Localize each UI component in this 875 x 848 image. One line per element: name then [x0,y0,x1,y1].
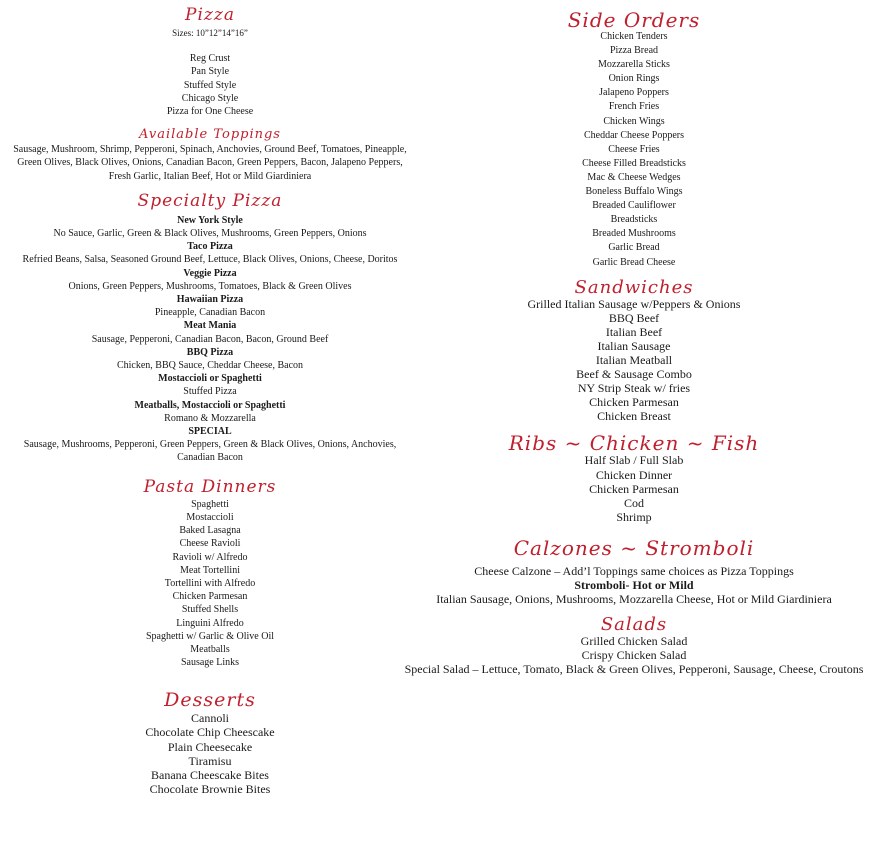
pasta-dinners-heading: Pasta Dinners [143,476,277,497]
ribs-chicken-fish-list [395,453,873,523]
calzones-stromboli-heading: Calzones ~ Stromboli [513,535,755,560]
list-item: Grilled Italian Sausage w/Peppers & Onions [527,296,741,311]
ribs-chicken-fish-heading: Ribs ~ Chicken ~ Fish [508,431,760,456]
list-item: Baked Lasagna [179,525,241,537]
list-item: Linguini Alfredo [176,617,244,629]
list-item: Chicago Style [181,92,239,104]
specialty-name: Meatballs, Mostaccioli or Spaghetti [134,399,286,411]
specialty-desc: Refried Beans, Salsa, Seasoned Ground Beef, Lettuce, Black Olives, Onions, Cheese, Doritos [22,254,398,266]
list-item: Italian Sausage [597,338,671,353]
list-item: Spaghetti [191,498,229,510]
list-item: Chocolate Chip Cheescake [145,725,275,740]
calzone-line: Cheese Calzone – Add’l Toppings same choices as Pizza Toppings [474,563,794,578]
list-item: Meat Tortellini [180,564,240,576]
specialty-name: SPECIAL [188,426,232,438]
specialty-desc: Sausage, Mushrooms, Pepperoni, Green Peppers, Green & Black Olives, Onions, Anchovies, [23,439,397,451]
list-item: Chicken Parmesan [589,481,679,496]
list-item: Boneless Buffalo Wings [585,186,683,198]
list-item: Cheddar Cheese Poppers [584,129,684,141]
specialty-desc: No Sauce, Garlic, Green & Black Olives, Mushrooms, Green Peppers, Onions [53,228,367,240]
list-item: Pizza Bread [609,45,659,57]
specialty-desc: Pineapple, Canadian Bacon [154,307,266,319]
list-item: Spaghetti w/ Garlic & Olive Oil [145,630,275,642]
side-orders-heading: Side Orders [567,8,701,32]
list-item: NY Strip Steak w/ fries [577,381,691,396]
list-item: French Fries [608,101,660,113]
list-item: Grilled Chicken Salad [580,634,688,649]
list-item: Cheese Fries [608,143,660,155]
pizza-heading: Pizza [185,5,235,25]
list-item: Italian Meatball [595,352,673,367]
list-item: Reg Crust [189,53,231,65]
list-item: Chicken Dinner [595,467,673,482]
list-item: Cheese Filled Breadsticks [582,157,686,169]
list-item: Tiramisu [188,753,232,768]
stromboli-line: Italian Sausage, Onions, Mushrooms, Mozzarella Cheese, Hot or Mild Giardiniera [436,592,832,607]
left-column [0,0,420,796]
sandwiches-heading: Sandwiches [574,276,694,298]
sandwiches-list [395,297,873,424]
list-item: Chicken Parmesan [589,395,679,410]
pizza-styles-list [0,52,420,118]
list-item: Sausage Links [180,657,240,669]
specialty-name: Hawaiian Pizza [176,294,244,306]
list-item: Meatballs [190,643,230,655]
specialty-desc: Chicken, BBQ Sauce, Cheddar Cheese, Bacon [116,360,304,372]
specialty-desc: Canadian Bacon [177,452,243,464]
specialty-desc: Romano & Mozzarella [164,412,256,424]
list-item: Mostaccioli [186,511,234,523]
specialty-name: New York Style [177,214,243,226]
list-item: Breaded Mushrooms [592,228,676,240]
pasta-dinners-list [0,498,420,670]
list-item: Chocolate Brownie Bites [149,781,271,796]
toppings-heading: Available Toppings [139,127,281,143]
specialty-desc: Stuffed Pizza [183,386,237,398]
desserts-heading: Desserts [164,689,256,712]
list-item: Banana Cheescake Bites [151,767,269,782]
list-item: Breadsticks [610,214,658,226]
side-orders-list [395,30,873,270]
list-item: Ravioli w/ Alfredo [172,551,248,563]
toppings-list [0,143,420,183]
list-item: Jalapeno Poppers [599,87,669,99]
list-item: Stuffed Shells [181,604,239,616]
list-item: Mac & Cheese Wedges [587,171,681,183]
list-item: Plain Cheesecake [167,739,253,754]
list-item: Mozzarella Sticks [598,59,670,71]
stromboli-title: Stromboli- Hot or Mild [574,578,694,592]
list-item: Chicken Parmesan [172,591,248,603]
list-item: Garlic Bread [608,242,660,254]
specialty-desc: Onions, Green Peppers, Mushrooms, Tomatoes, Black & Green Olives [68,280,352,292]
specialty-pizza-list [0,214,420,465]
specialty-name: Taco Pizza [187,241,233,253]
toppings-line: Green Olives, Black Olives, Onions, Canadian Bacon, Green Peppers, Bacon, Jalapeno Peppers, [17,157,403,169]
list-item: BBQ Beef [608,310,660,325]
list-item: Pan Style [190,66,230,78]
list-item: Stuffed Style [183,79,237,91]
list-item: Half Slab / Full Slab [584,453,684,468]
list-item: Italian Beef [605,324,663,339]
list-item: Chicken Wings [603,115,665,127]
list-item: Chicken Breast [597,409,671,424]
specialty-name: Mostaccioli or Spaghetti [158,373,262,385]
list-item: Special Salad – Lettuce, Tomato, Black & Green Olives, Pepperoni, Sausage, Cheese, Croutons [404,662,864,677]
toppings-line: Sausage, Mushroom, Shrimp, Pepperoni, Spinach, Anchovies, Ground Beef, Tomatoes, Pineapple, [13,144,407,156]
list-item: Tortellini with Alfredo [164,577,256,589]
pizza-sizes: Sizes: 10”12”14”16” [172,28,248,38]
specialty-name: Veggie Pizza [183,267,237,279]
list-item: Cannoli [191,711,229,726]
salads-list [395,634,873,676]
list-item: Breaded Cauliflower [592,200,676,212]
specialty-name: Meat Mania [183,320,237,332]
specialty-pizza-heading: Specialty Pizza [137,190,283,211]
list-item: Pizza for One Cheese [166,106,254,118]
toppings-line: Fresh Garlic, Italian Beef, Hot or Mild Giardiniera [108,170,312,182]
specialty-name: BBQ Pizza [186,346,234,358]
desserts-list [0,711,420,796]
list-item: Cod [623,495,644,510]
right-column [395,0,873,676]
specialty-desc: Sausage, Pepperoni, Canadian Bacon, Bacon, Ground Beef [91,333,329,345]
list-item: Beef & Sausage Combo [576,367,692,382]
list-item: Onion Rings [608,73,660,85]
salads-heading: Salads [600,614,668,636]
calzones-stromboli-section [395,564,873,606]
list-item: Garlic Bread Cheese [592,256,676,268]
list-item: Chicken Tenders [600,31,668,42]
list-item: Crispy Chicken Salad [581,648,687,663]
list-item: Shrimp [616,509,652,524]
list-item: Cheese Ravioli [179,538,241,550]
